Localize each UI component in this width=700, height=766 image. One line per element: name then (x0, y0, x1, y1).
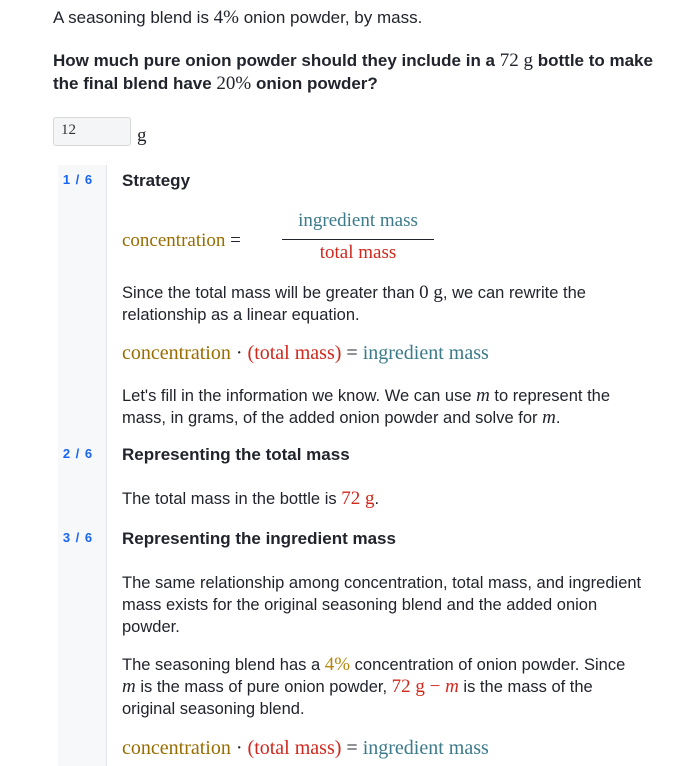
fraction (282, 210, 434, 264)
text: concentration of onion powder. Since (350, 656, 626, 674)
total-mass-group (248, 342, 342, 364)
paren: ( (247, 342, 255, 364)
blend-percent: 4% (324, 654, 351, 675)
linear-equation-2 (122, 737, 489, 760)
text: is the mass of pure onion powder, (135, 678, 392, 696)
problem-text: A seasoning blend is (53, 8, 214, 27)
step-number-2: 2 / 6 (62, 446, 94, 461)
variable-m: m (476, 385, 490, 406)
concentration-term: concentration (122, 342, 231, 364)
variable-m: m (445, 676, 459, 697)
question-text-1: How much pure onion powder should they include in a (53, 51, 500, 70)
question-text-2: bottle to make the final blend have (53, 51, 653, 93)
ingredient-mass-term: ingredient mass (362, 737, 489, 759)
variable-m: m (542, 407, 556, 428)
fraction-bar (282, 239, 434, 240)
step1-paragraph-1 (122, 282, 642, 326)
step-number-1: 1 / 6 (62, 172, 94, 187)
zero-grams: 0 g (419, 282, 443, 303)
step-title-2: Representing the total mass (122, 445, 350, 464)
paren: ) (334, 342, 342, 364)
fraction-denominator: total mass (319, 242, 397, 263)
step-title-1: Strategy (122, 171, 191, 190)
dot-operator: · (235, 737, 243, 759)
dot-operator: · (235, 342, 243, 364)
text: to represent the mass, in grams, of the added onion powder and solve for (122, 387, 611, 427)
total-mass-term: total mass (254, 737, 335, 759)
question (53, 49, 653, 95)
step-number-3: 3 / 6 (62, 530, 94, 545)
concentration-term: concentration (122, 230, 226, 251)
hint-sidebar (58, 165, 107, 766)
paren: ( (247, 737, 255, 759)
text: The total mass in the bottle is (122, 490, 342, 508)
minus-sign: − (429, 676, 441, 697)
text: , we can rewrite the relationship as a linear equation. (122, 284, 586, 324)
mass-72: 72 g (391, 676, 425, 697)
answer-unit: g (137, 125, 147, 146)
blend-mass-expression (392, 676, 459, 697)
equals-sign: = (346, 342, 358, 364)
text: Since the total mass will be greater than (122, 284, 420, 302)
text: . (555, 409, 561, 427)
text: . (374, 490, 380, 508)
equals-sign: = (346, 737, 358, 759)
step3-paragraph-1: The same relationship among concentration, total mass, and ingredient mass exists for the original seasoning blend and the added onion powder. (122, 574, 642, 636)
total-mass-value: 72 g (341, 488, 375, 509)
step2-paragraph (122, 488, 642, 510)
equals-sign: = (230, 230, 241, 251)
question-bottle-mass: 72 g (499, 50, 533, 71)
fraction-numerator: ingredient mass (298, 210, 418, 231)
question-target-percent: 20% (216, 73, 252, 94)
linear-equation-1 (122, 342, 489, 365)
text: The seasoning blend has a (122, 656, 325, 674)
ingredient-mass-term: ingredient mass (362, 342, 489, 364)
step1-paragraph-2 (122, 385, 642, 429)
text: Let's fill in the information we know. We can use (122, 387, 477, 405)
step-title-3: Representing the ingredient mass (122, 529, 396, 548)
text: is the mass of the original seasoning blend. (122, 678, 593, 718)
concentration-term: concentration (122, 737, 231, 759)
total-mass-group (248, 737, 342, 759)
problem-percent: 4% (213, 7, 239, 28)
paren: ) (334, 737, 342, 759)
question-text-3: onion powder? (251, 74, 378, 93)
answer-input[interactable]: 12 (53, 117, 131, 146)
total-mass-term: total mass (254, 342, 335, 364)
step3-paragraph-2 (122, 654, 642, 720)
problem-statement (53, 7, 673, 29)
problem-text-end: onion powder, by mass. (239, 8, 423, 27)
variable-m: m (122, 676, 136, 697)
